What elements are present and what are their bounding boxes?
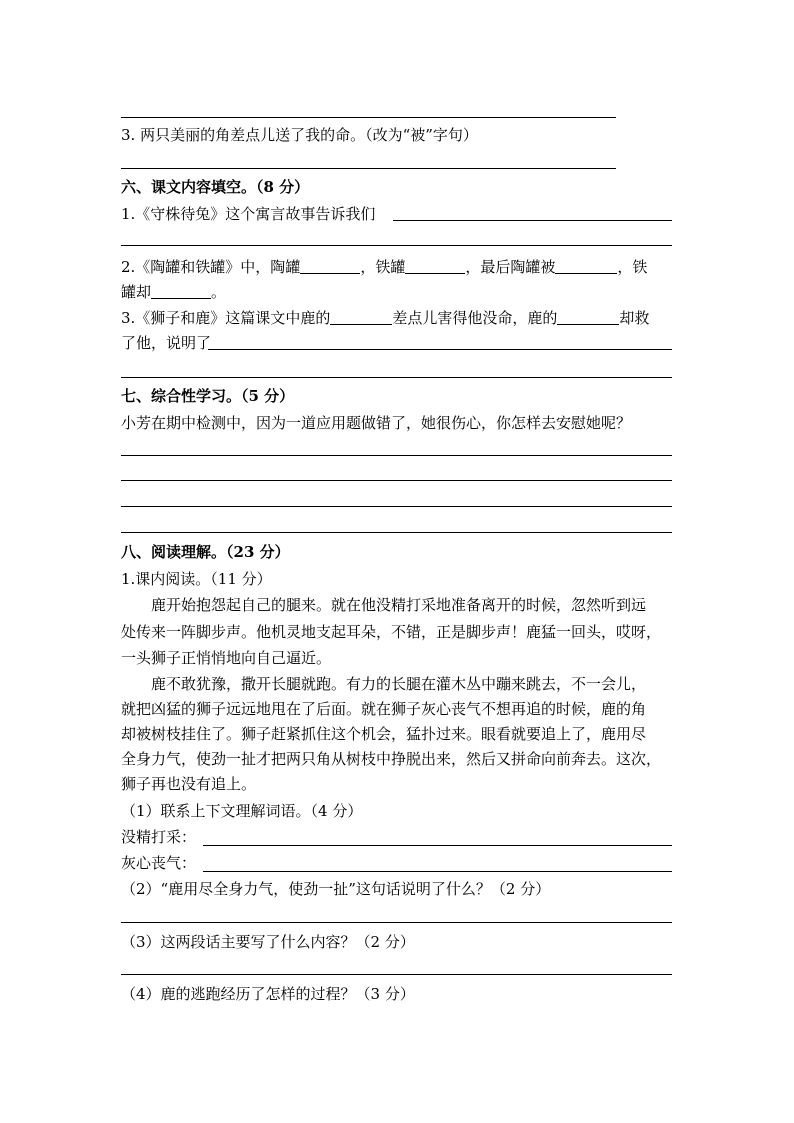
reading-question-4: （4）鹿的逃跑经历了怎样的过程？（3 分） <box>121 985 415 1003</box>
answer-line[interactable] <box>121 377 672 378</box>
answer-line[interactable] <box>121 974 672 975</box>
question-6-2: 2.《陶罐和铁罐》中，陶罐 ，铁罐 ，最后陶罐被 ，铁 <box>121 258 648 276</box>
section-7-heading: 七、综合性学习。（5 分） <box>121 387 295 405</box>
vocab-label-1: 没精打采： <box>121 828 197 846</box>
answer-line[interactable] <box>203 845 672 846</box>
fill-blank[interactable] <box>555 257 617 274</box>
question-6-3-cont: 了他，说明了 <box>121 334 212 352</box>
answer-line[interactable] <box>208 349 672 350</box>
fill-blank[interactable] <box>300 257 360 274</box>
fill-blank[interactable] <box>405 257 465 274</box>
reading-question-3: （3）这两段话主要写了什么内容？（2 分） <box>121 933 415 951</box>
fill-blank[interactable] <box>151 282 211 299</box>
reading-question-1: （1）联系上下文理解词语。（4 分） <box>121 802 363 820</box>
answer-line[interactable] <box>121 117 616 118</box>
passage-line: 一头狮子正悄悄地向自己逼近。 <box>121 649 332 667</box>
section-7-prompt: 小芳在期中检测中，因为一道应用题做错了，她很伤心，你怎样去安慰她呢？ <box>121 414 632 432</box>
answer-line[interactable] <box>203 871 672 872</box>
passage-line: 处传来一阵脚步声。他机灵地支起耳朵，不错，正是脚步声！鹿猛一回头，哎呀， <box>121 623 662 641</box>
reading-subheading: 1.课内阅读。（11 分） <box>121 570 272 588</box>
passage-line: 全身力气，使劲一扯才把两只角从树枝中挣脱出来，然后又拼命向前奔去。这次， <box>121 750 662 768</box>
passage-line: 鹿开始抱怨起自己的腿来。就在他没精打采地准备离开的时候，忽然听到远 <box>151 596 647 614</box>
vocab-label-2: 灰心丧气： <box>121 854 197 872</box>
answer-line[interactable] <box>121 455 672 456</box>
fill-blank[interactable] <box>330 308 392 325</box>
passage-line: 却被树枝挂住了。狮子赶紧抓住这个机会，猛扑过来。眼看就要追上了，鹿用尽 <box>121 725 647 743</box>
passage-line: 鹿不敢犹豫，撒开长腿就跑。有力的长腿在灌木丛中蹦来跳去，不一会儿， <box>151 675 647 693</box>
question-6-3: 3.《狮子和鹿》这篇课文中鹿的 差点儿害得他没命，鹿的 却救 <box>121 309 650 327</box>
answer-line[interactable] <box>121 480 672 481</box>
passage-line: 狮子再也没有追上。 <box>121 775 257 793</box>
section-8-heading: 八、阅读理解。（23 分） <box>121 543 290 561</box>
fill-blank[interactable] <box>557 308 619 325</box>
reading-question-2: （2）“鹿用尽全身力气，使劲一扯”这句话说明了什么？（2 分） <box>121 880 551 898</box>
section-6-heading: 六、课文内容填空。（8 分） <box>121 178 310 196</box>
answer-line[interactable] <box>121 168 616 169</box>
question-6-2-cont: 罐却 。 <box>121 283 227 301</box>
answer-line[interactable] <box>121 922 672 923</box>
answer-line[interactable] <box>393 220 672 221</box>
answer-line[interactable] <box>121 532 672 533</box>
passage-line: 就把凶猛的狮子远远地甩在了后面。就在狮子灰心丧气不想再追的时候，鹿的角 <box>121 700 647 718</box>
question-6-1: 1.《守株待兔》这个寓言故事告诉我们 <box>121 205 376 223</box>
question-5-3: 3. 两只美丽的角差点儿送了我的命。（改为“被”字句） <box>121 126 478 144</box>
answer-line[interactable] <box>121 245 672 246</box>
answer-line[interactable] <box>121 506 672 507</box>
